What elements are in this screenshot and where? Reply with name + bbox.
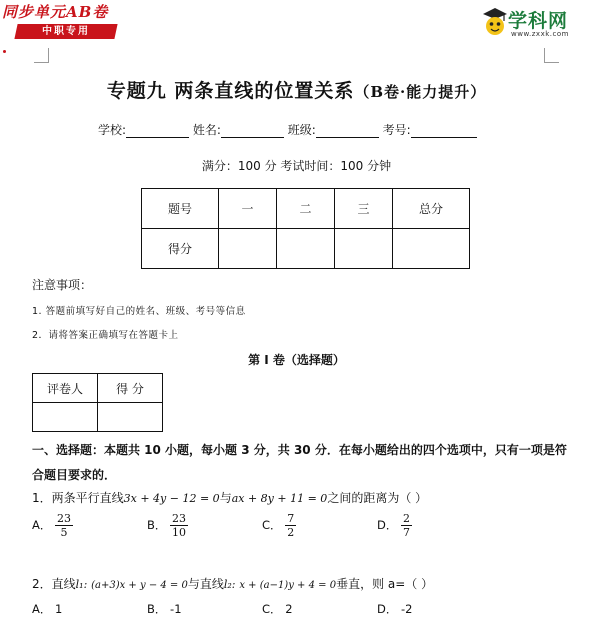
note-item: 2．请将答案正确填写在答题卡上: [32, 330, 179, 341]
fraction-numerator: 2: [403, 512, 411, 525]
option-label: C．: [262, 602, 282, 616]
q2-l2-eq: x + (a−1)y + 4 = 0: [239, 580, 337, 591]
option-fraction: [55, 512, 73, 539]
option-label: A．: [32, 602, 52, 616]
q1-line1: 3x + 4y − 12 = 0: [123, 492, 220, 505]
section-instruction: 一、选择题：本题共 10 小题，每小题 3 分，共 30 分．在每小题给出的四个选项中，只有一项是符合题目要求的．: [32, 443, 567, 482]
option-label: B．: [147, 602, 167, 616]
logo-url: www.zxxk.com: [511, 30, 569, 38]
brand-title: 同步单元AB卷: [2, 3, 109, 21]
score-time-line: 满分：100 分 考试时间：100 分钟: [201, 159, 392, 173]
fraction-denominator: 2: [287, 526, 295, 539]
table-header-cell: 三: [335, 189, 393, 229]
option-label: D．: [377, 518, 398, 532]
fraction-numerator: 23: [57, 512, 72, 525]
option-label: A．: [32, 518, 52, 532]
fraction-numerator: 7: [287, 512, 295, 525]
table-row: [142, 189, 470, 229]
option-fraction: [170, 512, 188, 539]
q2-option-c[interactable]: [262, 601, 293, 617]
name-blank[interactable]: [221, 125, 284, 138]
q1-option-a[interactable]: [32, 512, 73, 539]
examno-label: 考号:: [382, 123, 411, 137]
row-label: 得分: [142, 229, 219, 269]
table-header-cell: 二: [277, 189, 335, 229]
option-fraction: [401, 512, 412, 539]
grader-cell[interactable]: [33, 403, 98, 432]
document-title: [0, 76, 593, 103]
q2-option-d[interactable]: [377, 601, 412, 617]
logo-text: 学科网: [508, 10, 569, 32]
option-value: 1: [55, 602, 63, 616]
q2-suffix: 垂直，则 a=（ ）: [336, 577, 434, 591]
notes-heading: 注意事项：: [32, 278, 93, 292]
q2-prefix: 2．直线: [32, 577, 76, 591]
examno-blank[interactable]: [411, 125, 477, 138]
table-header-cell: 题号: [142, 189, 219, 229]
grader-cell[interactable]: [98, 403, 163, 432]
name-label: 姓名:: [192, 123, 221, 137]
option-value: -1: [170, 602, 182, 616]
fraction-denominator: 10: [172, 526, 187, 539]
q2-option-b[interactable]: [147, 601, 182, 617]
brand-subtitle-bar: [14, 24, 117, 39]
option-fraction: [285, 512, 296, 539]
section-title: 第 I 卷（选择题）: [248, 353, 345, 367]
school-label: 学校:: [98, 123, 127, 137]
score-cell[interactable]: [335, 229, 393, 269]
title-sub: （B卷·能力提升）: [354, 83, 487, 101]
question-1-stem: [32, 489, 427, 506]
fraction-denominator: 7: [403, 526, 411, 539]
score-cell[interactable]: [219, 229, 277, 269]
q1-option-d[interactable]: [377, 512, 412, 539]
school-blank[interactable]: [126, 125, 189, 138]
score-cell[interactable]: [393, 229, 470, 269]
mascot-icon: [482, 6, 508, 38]
q1-line2: ax + 8y + 11 = 0: [231, 492, 328, 505]
q1-prefix: 1．两条平行直线: [32, 491, 124, 505]
q2-l1-eq: (a+3)x + y − 4 = 0: [91, 580, 188, 591]
class-blank[interactable]: [316, 125, 379, 138]
q2-l1-name: l₁:: [75, 578, 88, 591]
title-main: 专题九 两条直线的位置关系: [106, 80, 355, 102]
decorative-dot: [3, 50, 6, 53]
q2-middle: 与直线: [187, 577, 224, 591]
student-info-line: [98, 121, 477, 138]
option-value: 2: [285, 602, 293, 616]
table-header-cell: 得 分: [98, 374, 163, 403]
q1-option-c[interactable]: [262, 512, 296, 539]
fraction-denominator: 5: [60, 526, 68, 539]
table-header-cell: 评卷人: [33, 374, 98, 403]
note-item: 1. 答题前填写好自己的姓名、班级、考号等信息: [32, 306, 246, 317]
grader-table: [32, 373, 163, 432]
option-value: -2: [401, 602, 413, 616]
q1-option-b[interactable]: [147, 512, 188, 539]
class-label: 班级:: [287, 123, 316, 137]
fraction-numerator: 23: [172, 512, 187, 525]
table-row: [142, 229, 470, 269]
margin-corner-right: [544, 48, 559, 63]
option-label: D．: [377, 602, 398, 616]
table-row: [33, 374, 163, 403]
q1-suffix: 之间的距离为（ ）: [327, 491, 428, 505]
score-cell[interactable]: [277, 229, 335, 269]
table-header-cell: 总分: [393, 189, 470, 229]
brand-subtitle: 中职专用: [42, 26, 90, 37]
q1-middle: 与: [219, 491, 232, 505]
score-table: [141, 188, 470, 269]
site-logo: [478, 2, 590, 46]
margin-corner-left: [34, 48, 49, 63]
table-header-cell: 一: [219, 189, 277, 229]
option-label: C．: [262, 518, 282, 532]
q2-l2-name: l₂:: [223, 578, 236, 591]
question-2-stem: [32, 575, 433, 592]
table-row: [33, 403, 163, 432]
q2-option-a[interactable]: [32, 601, 62, 617]
option-label: B．: [147, 518, 167, 532]
